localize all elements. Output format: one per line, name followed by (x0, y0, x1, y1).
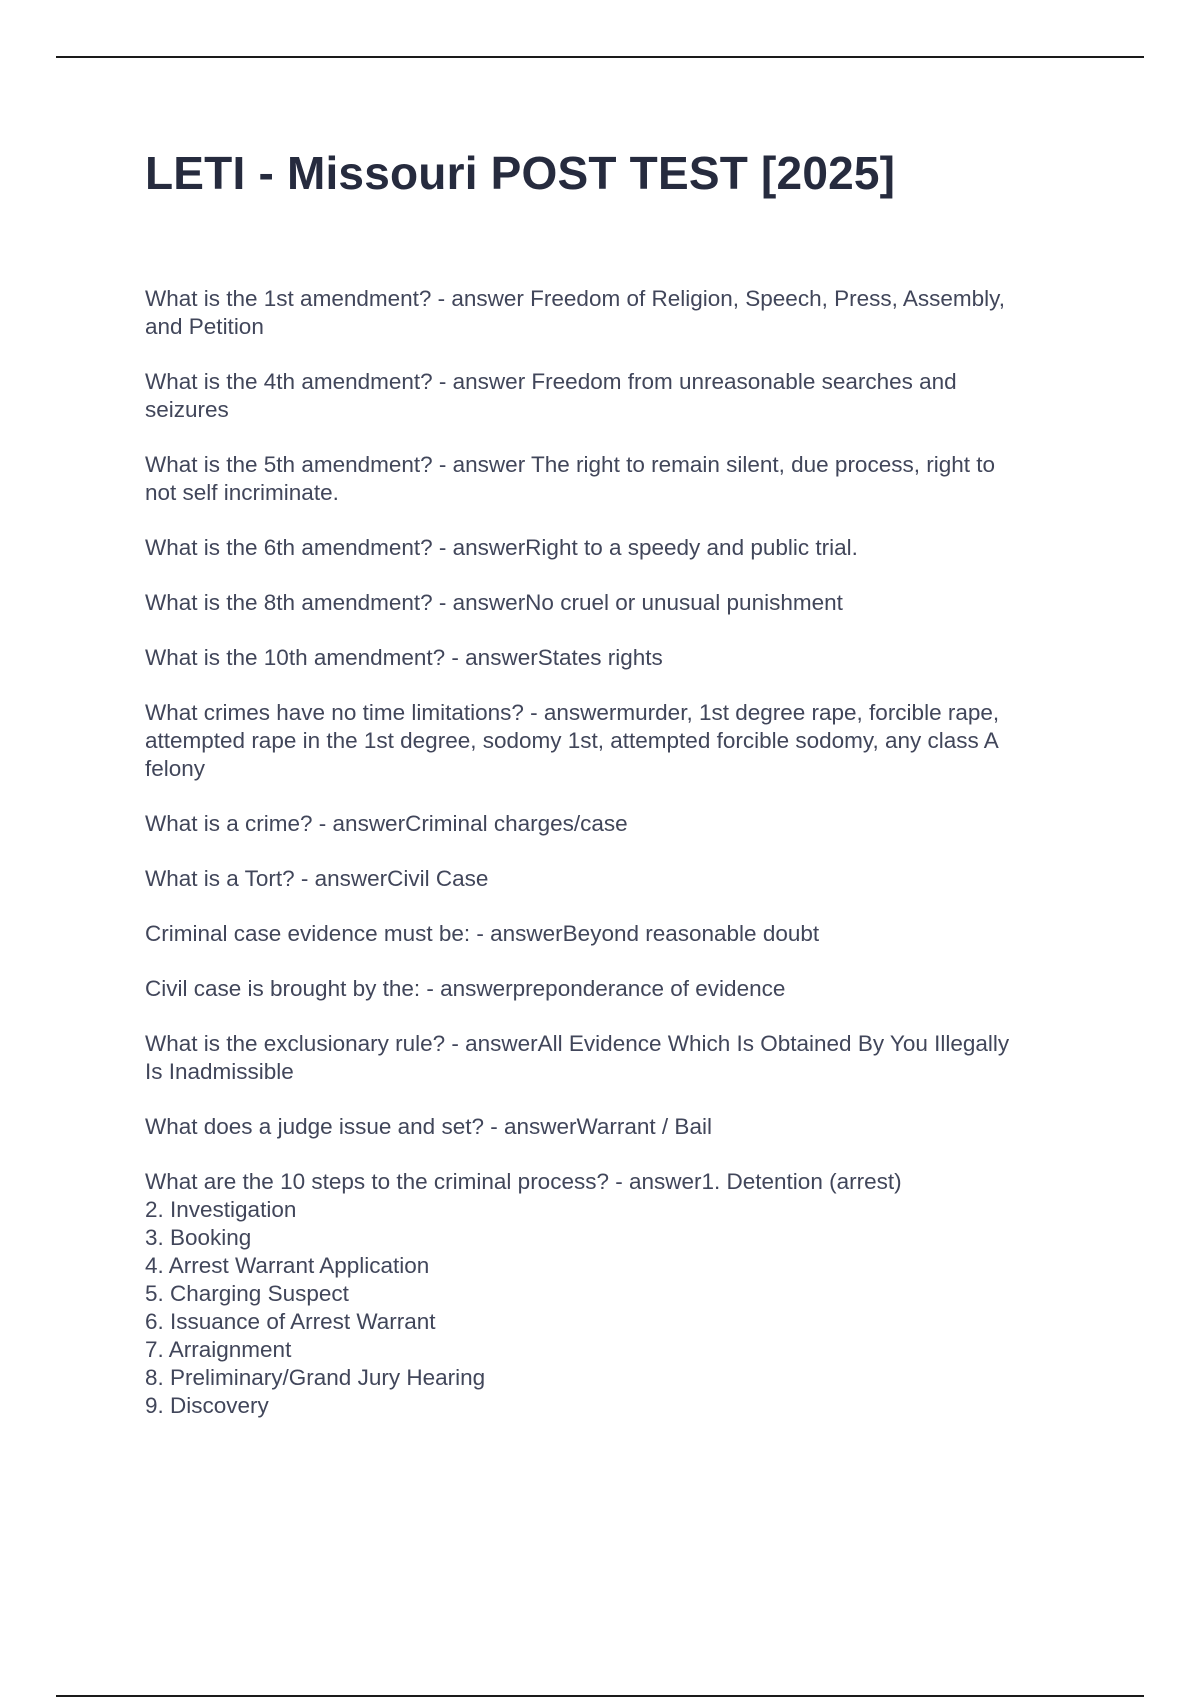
qa-line: 2. Investigation (145, 1197, 297, 1222)
qa-line: 9. Discovery (145, 1393, 269, 1418)
qa-line: 5. Charging Suspect (145, 1281, 349, 1306)
qa-line: What is the exclusionary rule? - answerAll Evidence Which Is Obtained By You Illegally (145, 1031, 1010, 1056)
qa-line: 6. Issuance of Arrest Warrant (145, 1309, 436, 1334)
qa-line: seizures (145, 397, 229, 422)
top-rule (56, 56, 1144, 58)
qa-line: What is a crime? - answerCriminal charges/case (145, 811, 628, 836)
qa-line: Is Inadmissible (145, 1059, 294, 1084)
qa-item (145, 589, 1085, 617)
qa-item (145, 451, 1085, 507)
qa-line: felony (145, 756, 206, 781)
qa-line: 3. Booking (145, 1225, 252, 1250)
qa-item (145, 534, 1085, 562)
qa-line: What is the 5th amendment? - answer The right to remain silent, due process, right to (145, 452, 996, 477)
bottom-rule (56, 1695, 1144, 1697)
page-title: LETI - Missouri POST TEST [2025] (145, 147, 896, 199)
qa-line: What is the 6th amendment? - answerRight to a speedy and public trial. (145, 535, 858, 560)
qa-line: What are the 10 steps to the criminal process? - answer1. Detention (arrest) (145, 1169, 902, 1194)
qa-item (145, 699, 1085, 783)
qa-item (145, 865, 1085, 893)
qa-item (145, 1113, 1085, 1141)
qa-item (145, 1168, 1085, 1420)
qa-line: What crimes have no time limitations? - answermurder, 1st degree rape, forcible rape, (145, 700, 1000, 725)
qa-item (145, 285, 1085, 341)
qa-item (145, 975, 1085, 1003)
qa-item (145, 368, 1085, 424)
qa-line: 7. Arraignment (145, 1337, 292, 1362)
qa-item (145, 644, 1085, 672)
qa-line: Civil case is brought by the: - answerpreponderance of evidence (145, 976, 786, 1001)
qa-item (145, 920, 1085, 948)
qa-line: 8. Preliminary/Grand Jury Hearing (145, 1365, 486, 1390)
qa-line: What does a judge issue and set? - answerWarrant / Bail (145, 1114, 712, 1139)
qa-line: Criminal case evidence must be: - answerBeyond reasonable doubt (145, 921, 820, 946)
qa-line: What is a Tort? - answerCivil Case (145, 866, 489, 891)
qa-line: attempted rape in the 1st degree, sodomy 1st, attempted forcible sodomy, any class A (145, 728, 999, 753)
qa-line: What is the 10th amendment? - answerStates rights (145, 645, 663, 670)
qa-item (145, 1030, 1085, 1086)
qa-line: not self incriminate. (145, 480, 339, 505)
qa-line: What is the 1st amendment? - answer Freedom of Religion, Speech, Press, Assembly, (145, 286, 1005, 311)
qa-line: What is the 8th amendment? - answerNo cruel or unusual punishment (145, 590, 843, 615)
qa-line: 4. Arrest Warrant Application (145, 1253, 430, 1278)
qa-line: and Petition (145, 314, 264, 339)
qa-item (145, 810, 1085, 838)
qa-list (145, 285, 1085, 1447)
qa-line: What is the 4th amendment? - answer Freedom from unreasonable searches and (145, 369, 957, 394)
